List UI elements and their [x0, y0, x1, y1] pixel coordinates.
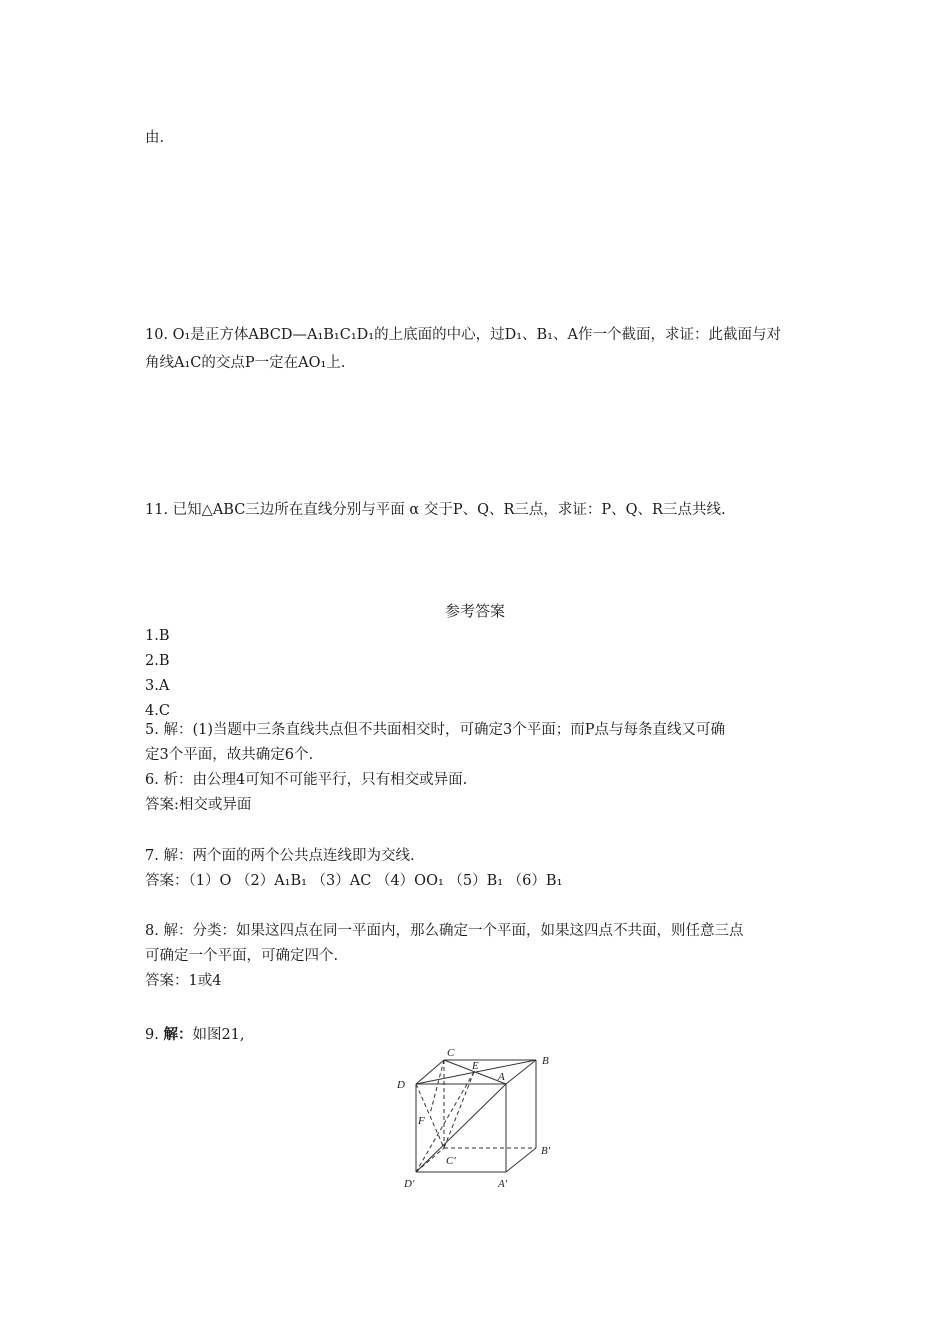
- dash-ECp: [444, 1072, 474, 1148]
- edge-ApBp: [506, 1148, 536, 1172]
- answer-2: 2.B: [145, 653, 170, 669]
- label-Ap: A′: [498, 1178, 508, 1190]
- question-11: 11. 已知△ABC三边所在直线分别与平面 α 交于P、Q、R三点，求证：P、Q、R三点共线.: [145, 502, 726, 518]
- answer-7-line2: 答案：（1）O （2）A₁B₁ （3）AC （4）OO₁ （5）B₁ （6）B₁: [145, 873, 563, 889]
- diag-DpA: [416, 1084, 506, 1172]
- label-A: A: [498, 1071, 505, 1083]
- edge-DC: [416, 1060, 444, 1084]
- answer-9: [145, 1025, 245, 1045]
- answer-8-line1: 8. 解：分类：如果这四点在同一平面内，那么确定一个平面，如果这四点不共面，则任意三点: [145, 923, 744, 939]
- answer-3: 3.A: [145, 678, 170, 694]
- label-C: C: [447, 1047, 455, 1059]
- answer-9-rest: 如图21,: [192, 1027, 245, 1043]
- answer-5-line2: 定3个平面，故共确定6个.: [145, 747, 314, 763]
- label-Dp: D′: [404, 1178, 415, 1190]
- answer-6-line2: 答案:相交或异面: [145, 797, 252, 813]
- dash-CF: [430, 1060, 444, 1114]
- answer-9-prefix: 9.: [145, 1027, 164, 1043]
- answer-4: 4.C: [145, 703, 170, 719]
- answer-9-bold: 解：: [163, 1026, 193, 1043]
- label-E: E: [472, 1060, 479, 1072]
- label-F: F: [418, 1115, 425, 1127]
- answers-title: 参考答案: [444, 602, 505, 620]
- answer-7-line1: 7. 解：两个面的两个公共点连线即为交线.: [145, 848, 415, 864]
- answer-8-line2: 可确定一个平面，可确定四个.: [145, 948, 339, 964]
- label-B: B: [542, 1055, 549, 1067]
- label-D: D: [397, 1079, 405, 1091]
- question-10-line2: 角线A₁C的交点P一定在AO₁上.: [145, 355, 346, 371]
- question-10-line1: 10. O₁是正方体ABCD—A₁B₁C₁D₁的上底面的中心，过D₁、B₁、A作一个截面，求证：此截面与对: [145, 327, 781, 343]
- answer-5-line1: 5. 解：(1)当题中三条直线共点但不共面相交时，可确定3个平面；而P点与每条直线又可确: [145, 722, 725, 738]
- label-Bp: B′: [541, 1145, 551, 1157]
- label-Cp: C′: [446, 1155, 456, 1167]
- answer-1: 1.B: [145, 628, 170, 644]
- answer-8-line3: 答案：1或4: [145, 973, 222, 989]
- text-fragment: 由.: [145, 130, 165, 146]
- answer-6-line1: 6. 析：由公理4可知不可能平行，只有相交或异面.: [145, 772, 468, 788]
- cube-figure: [390, 1040, 570, 1195]
- edge-BA: [506, 1060, 536, 1084]
